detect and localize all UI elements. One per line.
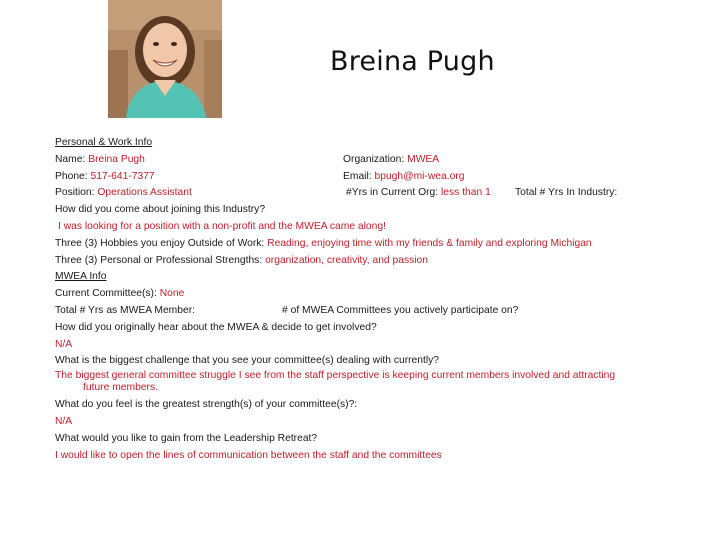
strengths-row	[55, 253, 705, 270]
committee-label: Current Committee(s):	[55, 288, 157, 300]
retreat-answer: I would like to open the lines of communication between the staff and the committees	[55, 449, 442, 461]
page-title: Breina Pugh	[330, 46, 495, 77]
email-field	[343, 169, 465, 186]
retreat-question: What would you like to gain from the Leadership Retreat?	[55, 432, 318, 444]
hear-answer-row	[55, 337, 705, 354]
position-row	[55, 185, 705, 202]
num-committees-label: # of MWEA Committees you actively participate on?	[282, 304, 519, 316]
strength-question-row	[55, 397, 705, 414]
profile-photo	[108, 0, 222, 118]
hear-question: How did you originally hear about the MWEA & decide to get involved?	[55, 321, 377, 333]
retreat-answer-row	[55, 448, 705, 465]
years-member-label: Total # Yrs as MWEA Member:	[55, 304, 196, 316]
industry-question: How did you come about joining this Industry?	[55, 204, 266, 216]
organization-label: Organization:	[343, 153, 405, 165]
mwea-heading-row	[55, 269, 705, 286]
person-photo-icon	[108, 0, 222, 118]
email-value: bpugh@mi-wea.org	[374, 170, 465, 182]
position-label: Position:	[55, 187, 95, 199]
name-value: Breina Pugh	[88, 153, 145, 165]
challenge-answer-row	[55, 370, 705, 394]
years-in-org-field	[346, 185, 491, 202]
industry-answer-row	[55, 219, 705, 236]
years-in-org-value: less than 1	[441, 187, 491, 199]
email-label: Email:	[343, 170, 372, 182]
phone-label: Phone:	[55, 170, 88, 182]
phone-value: 517-641-7377	[90, 170, 155, 182]
challenge-question-row	[55, 353, 705, 370]
challenge-answer-line1: The biggest general committee struggle I see from the staff perspective is keeping current members involved and attracting	[55, 370, 616, 382]
membership-row	[55, 303, 705, 320]
hear-question-row	[55, 320, 705, 337]
profile-content	[55, 135, 705, 464]
years-in-industry-label: Total # Yrs In Industry:	[515, 187, 618, 199]
hear-answer: N/A	[55, 338, 73, 350]
years-in-org-label: #Yrs in Current Org:	[346, 187, 439, 199]
challenge-question: What is the biggest challenge that you see your committee(s) dealing with currently?	[55, 355, 440, 367]
strengths-value: organization, creativity, and passion	[265, 254, 428, 266]
section-heading-personal: Personal & Work Info	[55, 137, 153, 148]
retreat-question-row	[55, 431, 705, 448]
industry-answer: I was looking for a position with a non-profit and the MWEA came along!	[58, 220, 386, 232]
hobbies-row	[55, 236, 705, 253]
organization-value: MWEA	[407, 153, 440, 165]
phone-row	[55, 169, 705, 186]
strengths-label: Three (3) Personal or Professional Strengths:	[55, 254, 263, 266]
name-row	[55, 152, 705, 169]
strength-question: What do you feel is the greatest strength(s) of your committee(s)?:	[55, 399, 358, 411]
industry-question-row	[55, 202, 705, 219]
strength-answer: N/A	[55, 415, 73, 427]
hobbies-label: Three (3) Hobbies you enjoy Outside of Work:	[55, 237, 265, 249]
committee-row	[55, 286, 705, 303]
organization-field	[343, 152, 439, 169]
hobbies-value: Reading, enjoying time with my friends & family and exploring Michigan	[267, 237, 592, 249]
name-label: Name:	[55, 153, 86, 165]
position-value: Operations Assistant	[97, 187, 192, 199]
personal-heading-row	[55, 135, 705, 152]
committee-value: None	[159, 288, 185, 300]
section-heading-mwea: MWEA Info	[55, 271, 107, 283]
challenge-answer-line2: future members.	[83, 382, 158, 394]
strength-answer-row	[55, 414, 705, 431]
